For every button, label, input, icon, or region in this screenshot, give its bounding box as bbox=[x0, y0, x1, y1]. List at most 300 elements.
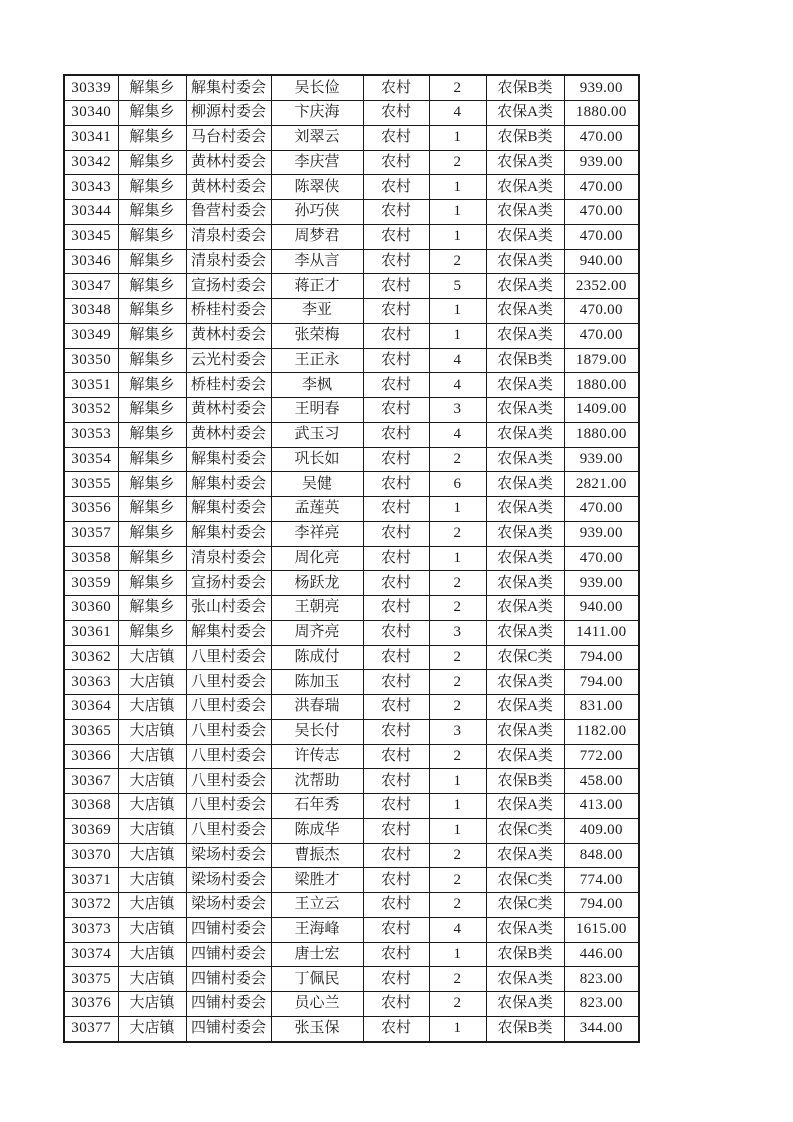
table-row bbox=[64, 373, 639, 398]
table-row bbox=[64, 843, 639, 868]
table-row bbox=[64, 150, 639, 175]
table-row bbox=[64, 794, 639, 819]
cell-township: 大店镇 bbox=[118, 719, 186, 744]
cell-count: 1 bbox=[429, 125, 486, 150]
cell-amount: 940.00 bbox=[564, 596, 639, 621]
cell-count: 4 bbox=[429, 422, 486, 447]
cell-township: 大店镇 bbox=[118, 893, 186, 918]
cell-category: 农保A类 bbox=[486, 249, 564, 274]
cell-category: 农保A类 bbox=[486, 299, 564, 324]
cell-residence: 农村 bbox=[363, 992, 429, 1017]
cell-name: 李庆营 bbox=[271, 150, 363, 175]
cell-category: 农保C类 bbox=[486, 818, 564, 843]
cell-township: 解集乡 bbox=[118, 596, 186, 621]
table-row bbox=[64, 571, 639, 596]
table-row bbox=[64, 1016, 639, 1042]
cell-category: 农保A类 bbox=[486, 843, 564, 868]
cell-residence: 农村 bbox=[363, 719, 429, 744]
cell-residence: 农村 bbox=[363, 843, 429, 868]
cell-township: 大店镇 bbox=[118, 1016, 186, 1042]
cell-village: 梁场村委会 bbox=[186, 868, 271, 893]
cell-village: 黄林村委会 bbox=[186, 150, 271, 175]
cell-township: 解集乡 bbox=[118, 546, 186, 571]
cell-village: 四铺村委会 bbox=[186, 917, 271, 942]
cell-category: 农保C类 bbox=[486, 645, 564, 670]
table-row bbox=[64, 967, 639, 992]
cell-amount: 344.00 bbox=[564, 1016, 639, 1042]
cell-count: 1 bbox=[429, 942, 486, 967]
cell-amount: 1880.00 bbox=[564, 101, 639, 126]
table-row bbox=[64, 818, 639, 843]
cell-name: 孙巧侠 bbox=[271, 200, 363, 225]
cell-amount: 794.00 bbox=[564, 645, 639, 670]
cell-village: 张山村委会 bbox=[186, 596, 271, 621]
cell-category: 农保A类 bbox=[486, 620, 564, 645]
cell-category: 农保A类 bbox=[486, 323, 564, 348]
cell-village: 八里村委会 bbox=[186, 670, 271, 695]
cell-name: 许传志 bbox=[271, 744, 363, 769]
cell-id: 30343 bbox=[64, 175, 118, 200]
cell-category: 农保A类 bbox=[486, 101, 564, 126]
cell-amount: 939.00 bbox=[564, 75, 639, 101]
cell-name: 李亚 bbox=[271, 299, 363, 324]
cell-village: 黄林村委会 bbox=[186, 175, 271, 200]
table-row bbox=[64, 719, 639, 744]
cell-count: 1 bbox=[429, 546, 486, 571]
cell-township: 大店镇 bbox=[118, 868, 186, 893]
cell-count: 6 bbox=[429, 472, 486, 497]
table-row bbox=[64, 75, 639, 101]
cell-village: 清泉村委会 bbox=[186, 224, 271, 249]
cell-count: 3 bbox=[429, 719, 486, 744]
cell-category: 农保A类 bbox=[486, 422, 564, 447]
cell-amount: 939.00 bbox=[564, 447, 639, 472]
table-row bbox=[64, 274, 639, 299]
cell-id: 30364 bbox=[64, 695, 118, 720]
cell-count: 5 bbox=[429, 274, 486, 299]
cell-village: 宣扬村委会 bbox=[186, 571, 271, 596]
table-row bbox=[64, 175, 639, 200]
cell-residence: 农村 bbox=[363, 447, 429, 472]
cell-count: 2 bbox=[429, 695, 486, 720]
cell-village: 四铺村委会 bbox=[186, 992, 271, 1017]
cell-township: 解集乡 bbox=[118, 620, 186, 645]
cell-id: 30347 bbox=[64, 274, 118, 299]
cell-category: 农保B类 bbox=[486, 942, 564, 967]
cell-village: 宣扬村委会 bbox=[186, 274, 271, 299]
cell-amount: 848.00 bbox=[564, 843, 639, 868]
cell-count: 2 bbox=[429, 893, 486, 918]
cell-name: 唐士宏 bbox=[271, 942, 363, 967]
cell-name: 张荣梅 bbox=[271, 323, 363, 348]
cell-village: 清泉村委会 bbox=[186, 249, 271, 274]
cell-name: 曹振杰 bbox=[271, 843, 363, 868]
table-row bbox=[64, 125, 639, 150]
cell-name: 王海峰 bbox=[271, 917, 363, 942]
cell-village: 四铺村委会 bbox=[186, 967, 271, 992]
cell-id: 30359 bbox=[64, 571, 118, 596]
cell-village: 解集村委会 bbox=[186, 521, 271, 546]
cell-village: 八里村委会 bbox=[186, 794, 271, 819]
table-row bbox=[64, 348, 639, 373]
table-row bbox=[64, 224, 639, 249]
cell-count: 4 bbox=[429, 348, 486, 373]
cell-category: 农保A类 bbox=[486, 917, 564, 942]
cell-township: 解集乡 bbox=[118, 249, 186, 274]
table-row bbox=[64, 670, 639, 695]
cell-amount: 470.00 bbox=[564, 497, 639, 522]
cell-township: 解集乡 bbox=[118, 398, 186, 423]
cell-name: 周齐亮 bbox=[271, 620, 363, 645]
cell-name: 吴长付 bbox=[271, 719, 363, 744]
cell-id: 30357 bbox=[64, 521, 118, 546]
cell-residence: 农村 bbox=[363, 620, 429, 645]
cell-township: 解集乡 bbox=[118, 150, 186, 175]
cell-township: 大店镇 bbox=[118, 992, 186, 1017]
cell-township: 解集乡 bbox=[118, 447, 186, 472]
cell-village: 黄林村委会 bbox=[186, 422, 271, 447]
cell-village: 黄林村委会 bbox=[186, 323, 271, 348]
cell-name: 李从言 bbox=[271, 249, 363, 274]
cell-id: 30339 bbox=[64, 75, 118, 101]
cell-residence: 农村 bbox=[363, 125, 429, 150]
table-row bbox=[64, 868, 639, 893]
cell-residence: 农村 bbox=[363, 521, 429, 546]
cell-count: 4 bbox=[429, 917, 486, 942]
cell-id: 30375 bbox=[64, 967, 118, 992]
cell-id: 30350 bbox=[64, 348, 118, 373]
cell-village: 解集村委会 bbox=[186, 620, 271, 645]
cell-village: 桥桂村委会 bbox=[186, 299, 271, 324]
cell-id: 30373 bbox=[64, 917, 118, 942]
cell-residence: 农村 bbox=[363, 571, 429, 596]
cell-township: 解集乡 bbox=[118, 521, 186, 546]
cell-id: 30367 bbox=[64, 769, 118, 794]
cell-residence: 农村 bbox=[363, 942, 429, 967]
cell-residence: 农村 bbox=[363, 546, 429, 571]
cell-township: 解集乡 bbox=[118, 373, 186, 398]
table-row bbox=[64, 645, 639, 670]
cell-id: 30358 bbox=[64, 546, 118, 571]
table-row bbox=[64, 620, 639, 645]
cell-amount: 446.00 bbox=[564, 942, 639, 967]
cell-amount: 458.00 bbox=[564, 769, 639, 794]
cell-count: 2 bbox=[429, 249, 486, 274]
cell-residence: 农村 bbox=[363, 101, 429, 126]
cell-township: 大店镇 bbox=[118, 670, 186, 695]
cell-name: 梁胜才 bbox=[271, 868, 363, 893]
cell-residence: 农村 bbox=[363, 868, 429, 893]
cell-id: 30345 bbox=[64, 224, 118, 249]
cell-amount: 823.00 bbox=[564, 967, 639, 992]
cell-category: 农保C类 bbox=[486, 868, 564, 893]
cell-category: 农保B类 bbox=[486, 769, 564, 794]
cell-count: 1 bbox=[429, 818, 486, 843]
cell-category: 农保A类 bbox=[486, 521, 564, 546]
cell-name: 洪春瑞 bbox=[271, 695, 363, 720]
cell-id: 30363 bbox=[64, 670, 118, 695]
cell-id: 30342 bbox=[64, 150, 118, 175]
cell-village: 八里村委会 bbox=[186, 744, 271, 769]
cell-residence: 农村 bbox=[363, 398, 429, 423]
cell-count: 4 bbox=[429, 373, 486, 398]
cell-amount: 470.00 bbox=[564, 299, 639, 324]
cell-residence: 农村 bbox=[363, 175, 429, 200]
cell-amount: 470.00 bbox=[564, 125, 639, 150]
cell-count: 2 bbox=[429, 843, 486, 868]
cell-residence: 农村 bbox=[363, 422, 429, 447]
cell-township: 解集乡 bbox=[118, 274, 186, 299]
cell-id: 30377 bbox=[64, 1016, 118, 1042]
cell-township: 解集乡 bbox=[118, 422, 186, 447]
cell-category: 农保A类 bbox=[486, 274, 564, 299]
cell-name: 吴长俭 bbox=[271, 75, 363, 101]
cell-residence: 农村 bbox=[363, 596, 429, 621]
cell-township: 解集乡 bbox=[118, 299, 186, 324]
cell-township: 大店镇 bbox=[118, 744, 186, 769]
cell-category: 农保A类 bbox=[486, 546, 564, 571]
cell-amount: 1182.00 bbox=[564, 719, 639, 744]
cell-name: 孟莲英 bbox=[271, 497, 363, 522]
cell-count: 2 bbox=[429, 447, 486, 472]
cell-name: 蒋正才 bbox=[271, 274, 363, 299]
cell-amount: 470.00 bbox=[564, 224, 639, 249]
cell-residence: 农村 bbox=[363, 769, 429, 794]
cell-count: 1 bbox=[429, 175, 486, 200]
cell-count: 1 bbox=[429, 299, 486, 324]
cell-count: 2 bbox=[429, 521, 486, 546]
cell-category: 农保A类 bbox=[486, 447, 564, 472]
cell-township: 大店镇 bbox=[118, 645, 186, 670]
cell-township: 解集乡 bbox=[118, 571, 186, 596]
cell-township: 大店镇 bbox=[118, 695, 186, 720]
cell-category: 农保A类 bbox=[486, 794, 564, 819]
table-row bbox=[64, 695, 639, 720]
cell-township: 解集乡 bbox=[118, 175, 186, 200]
cell-residence: 农村 bbox=[363, 967, 429, 992]
cell-residence: 农村 bbox=[363, 224, 429, 249]
cell-count: 2 bbox=[429, 670, 486, 695]
cell-category: 农保B类 bbox=[486, 1016, 564, 1042]
cell-name: 陈成华 bbox=[271, 818, 363, 843]
cell-id: 30353 bbox=[64, 422, 118, 447]
cell-count: 1 bbox=[429, 200, 486, 225]
cell-category: 农保A类 bbox=[486, 175, 564, 200]
roster-table-body bbox=[64, 75, 639, 1042]
cell-township: 大店镇 bbox=[118, 794, 186, 819]
cell-township: 大店镇 bbox=[118, 769, 186, 794]
cell-amount: 794.00 bbox=[564, 893, 639, 918]
cell-id: 30362 bbox=[64, 645, 118, 670]
cell-amount: 1411.00 bbox=[564, 620, 639, 645]
cell-category: 农保A类 bbox=[486, 596, 564, 621]
cell-name: 陈翠侠 bbox=[271, 175, 363, 200]
cell-village: 桥桂村委会 bbox=[186, 373, 271, 398]
cell-township: 解集乡 bbox=[118, 348, 186, 373]
cell-category: 农保A类 bbox=[486, 744, 564, 769]
cell-village: 鲁营村委会 bbox=[186, 200, 271, 225]
cell-category: 农保B类 bbox=[486, 75, 564, 101]
table-row bbox=[64, 323, 639, 348]
cell-category: 农保A类 bbox=[486, 967, 564, 992]
cell-category: 农保A类 bbox=[486, 719, 564, 744]
cell-village: 八里村委会 bbox=[186, 719, 271, 744]
table-row bbox=[64, 917, 639, 942]
cell-id: 30349 bbox=[64, 323, 118, 348]
table-row bbox=[64, 942, 639, 967]
cell-id: 30369 bbox=[64, 818, 118, 843]
cell-residence: 农村 bbox=[363, 274, 429, 299]
cell-village: 解集村委会 bbox=[186, 472, 271, 497]
cell-count: 2 bbox=[429, 868, 486, 893]
cell-count: 2 bbox=[429, 744, 486, 769]
cell-village: 清泉村委会 bbox=[186, 546, 271, 571]
cell-township: 解集乡 bbox=[118, 323, 186, 348]
cell-category: 农保A类 bbox=[486, 224, 564, 249]
cell-amount: 2352.00 bbox=[564, 274, 639, 299]
cell-amount: 470.00 bbox=[564, 200, 639, 225]
cell-id: 30352 bbox=[64, 398, 118, 423]
cell-residence: 农村 bbox=[363, 818, 429, 843]
cell-name: 刘翠云 bbox=[271, 125, 363, 150]
table-row bbox=[64, 893, 639, 918]
table-row bbox=[64, 249, 639, 274]
cell-amount: 823.00 bbox=[564, 992, 639, 1017]
cell-residence: 农村 bbox=[363, 645, 429, 670]
cell-township: 解集乡 bbox=[118, 101, 186, 126]
cell-township: 解集乡 bbox=[118, 125, 186, 150]
cell-id: 30348 bbox=[64, 299, 118, 324]
cell-name: 卞庆海 bbox=[271, 101, 363, 126]
cell-category: 农保A类 bbox=[486, 497, 564, 522]
cell-id: 30376 bbox=[64, 992, 118, 1017]
cell-count: 2 bbox=[429, 150, 486, 175]
insurance-roster-table bbox=[63, 74, 640, 1043]
cell-residence: 农村 bbox=[363, 150, 429, 175]
cell-residence: 农村 bbox=[363, 1016, 429, 1042]
cell-township: 大店镇 bbox=[118, 843, 186, 868]
roster-table-wrap bbox=[63, 74, 638, 1043]
cell-name: 王朝亮 bbox=[271, 596, 363, 621]
cell-village: 八里村委会 bbox=[186, 769, 271, 794]
cell-residence: 农村 bbox=[363, 249, 429, 274]
cell-residence: 农村 bbox=[363, 497, 429, 522]
cell-id: 30351 bbox=[64, 373, 118, 398]
table-row bbox=[64, 497, 639, 522]
table-row bbox=[64, 422, 639, 447]
cell-count: 1 bbox=[429, 497, 486, 522]
cell-residence: 农村 bbox=[363, 670, 429, 695]
cell-residence: 农村 bbox=[363, 348, 429, 373]
cell-category: 农保A类 bbox=[486, 670, 564, 695]
cell-id: 30366 bbox=[64, 744, 118, 769]
cell-id: 30360 bbox=[64, 596, 118, 621]
cell-name: 王立云 bbox=[271, 893, 363, 918]
cell-count: 1 bbox=[429, 769, 486, 794]
cell-count: 1 bbox=[429, 794, 486, 819]
table-row bbox=[64, 744, 639, 769]
cell-amount: 831.00 bbox=[564, 695, 639, 720]
cell-count: 2 bbox=[429, 571, 486, 596]
cell-category: 农保A类 bbox=[486, 200, 564, 225]
cell-category: 农保A类 bbox=[486, 992, 564, 1017]
cell-count: 1 bbox=[429, 323, 486, 348]
cell-village: 八里村委会 bbox=[186, 645, 271, 670]
cell-id: 30361 bbox=[64, 620, 118, 645]
cell-id: 30371 bbox=[64, 868, 118, 893]
cell-count: 4 bbox=[429, 101, 486, 126]
cell-count: 1 bbox=[429, 1016, 486, 1042]
cell-category: 农保A类 bbox=[486, 695, 564, 720]
cell-name: 李枫 bbox=[271, 373, 363, 398]
cell-name: 张玉保 bbox=[271, 1016, 363, 1042]
cell-residence: 农村 bbox=[363, 794, 429, 819]
cell-amount: 470.00 bbox=[564, 546, 639, 571]
cell-residence: 农村 bbox=[363, 472, 429, 497]
cell-category: 农保A类 bbox=[486, 150, 564, 175]
cell-count: 1 bbox=[429, 224, 486, 249]
cell-amount: 470.00 bbox=[564, 175, 639, 200]
cell-name: 王明春 bbox=[271, 398, 363, 423]
cell-township: 大店镇 bbox=[118, 917, 186, 942]
cell-residence: 农村 bbox=[363, 200, 429, 225]
table-row bbox=[64, 769, 639, 794]
cell-name: 沈帮助 bbox=[271, 769, 363, 794]
cell-name: 陈成付 bbox=[271, 645, 363, 670]
cell-category: 农保A类 bbox=[486, 472, 564, 497]
cell-id: 30372 bbox=[64, 893, 118, 918]
cell-name: 石年秀 bbox=[271, 794, 363, 819]
cell-amount: 1615.00 bbox=[564, 917, 639, 942]
cell-count: 2 bbox=[429, 645, 486, 670]
cell-village: 解集村委会 bbox=[186, 497, 271, 522]
table-row bbox=[64, 299, 639, 324]
cell-village: 解集村委会 bbox=[186, 447, 271, 472]
cell-name: 丁佩民 bbox=[271, 967, 363, 992]
cell-amount: 2821.00 bbox=[564, 472, 639, 497]
cell-village: 四铺村委会 bbox=[186, 1016, 271, 1042]
cell-village: 黄林村委会 bbox=[186, 398, 271, 423]
table-row bbox=[64, 521, 639, 546]
cell-amount: 413.00 bbox=[564, 794, 639, 819]
cell-name: 陈加玉 bbox=[271, 670, 363, 695]
cell-name: 王正永 bbox=[271, 348, 363, 373]
cell-residence: 农村 bbox=[363, 299, 429, 324]
cell-village: 四铺村委会 bbox=[186, 942, 271, 967]
cell-village: 梁场村委会 bbox=[186, 893, 271, 918]
table-row bbox=[64, 447, 639, 472]
table-row bbox=[64, 398, 639, 423]
cell-category: 农保B类 bbox=[486, 125, 564, 150]
cell-id: 30354 bbox=[64, 447, 118, 472]
cell-category: 农保A类 bbox=[486, 373, 564, 398]
cell-village: 八里村委会 bbox=[186, 695, 271, 720]
cell-name: 员心兰 bbox=[271, 992, 363, 1017]
cell-name: 吴健 bbox=[271, 472, 363, 497]
cell-village: 马台村委会 bbox=[186, 125, 271, 150]
table-row bbox=[64, 101, 639, 126]
cell-name: 周化亮 bbox=[271, 546, 363, 571]
cell-amount: 794.00 bbox=[564, 670, 639, 695]
cell-village: 云光村委会 bbox=[186, 348, 271, 373]
cell-township: 解集乡 bbox=[118, 75, 186, 101]
cell-amount: 1409.00 bbox=[564, 398, 639, 423]
cell-category: 农保C类 bbox=[486, 893, 564, 918]
cell-residence: 农村 bbox=[363, 893, 429, 918]
cell-count: 2 bbox=[429, 75, 486, 101]
cell-id: 30341 bbox=[64, 125, 118, 150]
cell-id: 30340 bbox=[64, 101, 118, 126]
